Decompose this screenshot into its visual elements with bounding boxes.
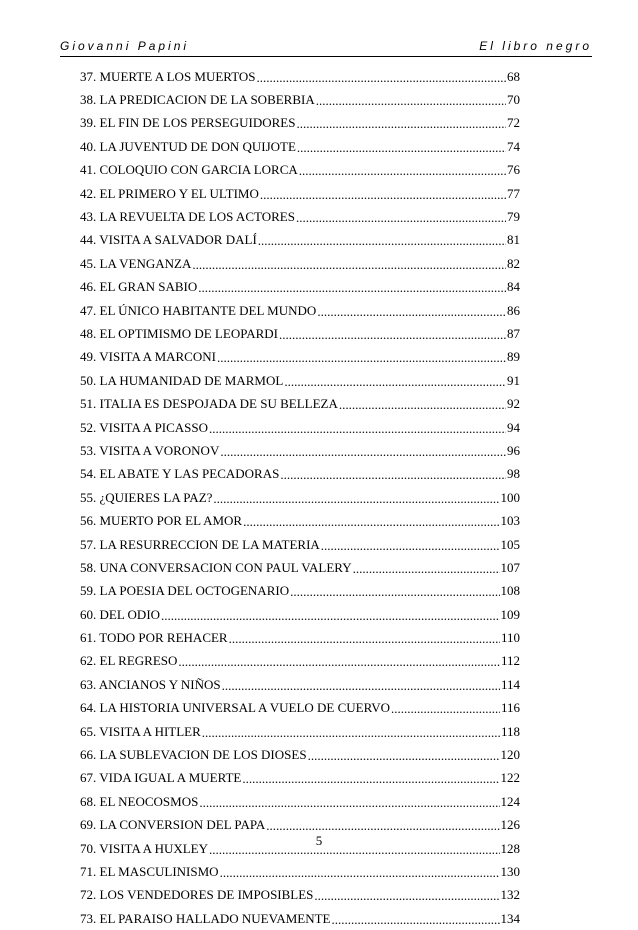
- toc-entry-page: 105: [500, 536, 520, 552]
- toc-entry: [80, 159, 520, 182]
- toc-entry-title: 45. LA VENGANZA: [80, 255, 192, 271]
- toc-entry: [80, 299, 520, 322]
- toc-entry: [80, 369, 520, 392]
- toc-entry-page: 134: [500, 910, 520, 926]
- toc-entry-title: 67. VIDA IGUAL A MUERTE: [80, 770, 242, 786]
- toc-entry: [80, 720, 520, 743]
- toc-dot-leader: [199, 795, 499, 809]
- toc-entry-page: 120: [500, 747, 520, 763]
- toc-dot-leader: [279, 327, 506, 341]
- toc-entry-title: 43. LA REVUELTA DE LOS ACTORES: [80, 209, 295, 225]
- toc-dot-leader: [316, 93, 506, 107]
- toc-dot-leader: [243, 514, 499, 528]
- toc-dot-leader: [391, 701, 500, 715]
- toc-entry-page: 128: [500, 840, 520, 856]
- toc-entry: [80, 907, 520, 930]
- toc-entry-page: 76: [507, 162, 520, 178]
- toc-dot-leader: [314, 888, 499, 902]
- toc-dot-leader: [290, 584, 499, 598]
- toc-dot-leader: [213, 491, 499, 505]
- toc-entry-page: 103: [500, 513, 520, 529]
- toc-dot-leader: [258, 233, 506, 247]
- toc-dot-leader: [284, 374, 506, 388]
- toc-entry: [80, 392, 520, 415]
- toc-entry-title: 54. EL ABATE Y LAS PECADORAS: [80, 466, 280, 482]
- toc-entry-title: 39. EL FIN DE LOS PERSEGUIDORES: [80, 115, 296, 131]
- toc-entry: [80, 88, 520, 111]
- toc-entry-page: 114: [500, 676, 520, 692]
- toc-entry-page: 91: [507, 372, 520, 388]
- toc-dot-leader: [242, 771, 499, 785]
- toc-entry-page: 82: [507, 255, 520, 271]
- toc-entry: [80, 439, 520, 462]
- toc-entry-title: 37. MUERTE A LOS MUERTOS: [80, 68, 256, 84]
- toc-dot-leader: [229, 631, 500, 645]
- toc-entry-page: 89: [507, 349, 520, 365]
- toc-entry-title: 65. VISITA A HITLER: [80, 723, 201, 739]
- toc-entry-title: 55. ¿QUIERES LA PAZ?: [80, 489, 213, 505]
- toc-entry-page: 126: [500, 817, 520, 833]
- toc-entry-title: 40. LA JUVENTUD DE DON QUIJOTE: [80, 138, 296, 154]
- toc-entry-title: 38. LA PREDICACION DE LA SOBERBIA: [80, 92, 315, 108]
- toc-dot-leader: [339, 397, 506, 411]
- toc-dot-leader: [332, 912, 500, 926]
- toc-entry-title: 44. VISITA A SALVADOR DALÍ: [80, 232, 257, 248]
- toc-entry: [80, 322, 520, 345]
- toc-entry-page: 79: [507, 209, 520, 225]
- toc-entry-page: 112: [500, 653, 520, 669]
- toc-entry-page: 108: [500, 583, 520, 599]
- toc-entry: [80, 556, 520, 579]
- toc-dot-leader: [220, 444, 506, 458]
- toc-entry: [80, 346, 520, 369]
- toc-entry-page: 96: [507, 442, 520, 458]
- toc-entry: [80, 205, 520, 228]
- toc-entry-page: 110: [500, 630, 520, 646]
- toc-entry-page: 84: [507, 279, 520, 295]
- header-book-title: El libro negro: [479, 39, 592, 53]
- toc-entry: [80, 743, 520, 766]
- toc-dot-leader: [321, 538, 500, 552]
- toc-entry-title: 50. LA HUMANIDAD DE MARMOL: [80, 372, 284, 388]
- toc-entry: [80, 673, 520, 696]
- toc-entry-page: 132: [500, 887, 520, 903]
- toc-entry: [80, 790, 520, 813]
- toc-dot-leader: [192, 257, 506, 271]
- toc-entry-page: 81: [507, 232, 520, 248]
- toc-entry-page: 86: [507, 302, 520, 318]
- toc-entry-page: 118: [500, 723, 520, 739]
- toc-entry: [80, 65, 520, 88]
- toc-entry: [80, 767, 520, 790]
- toc-dot-leader: [220, 865, 500, 879]
- table-of-contents: [80, 65, 520, 930]
- toc-entry-title: 41. COLOQUIO CON GARCIA LORCA: [80, 162, 298, 178]
- toc-entry-page: 130: [500, 863, 520, 879]
- toc-entry-title: 52. VISITA A PICASSO: [80, 419, 209, 435]
- toc-entry: [80, 276, 520, 299]
- toc-dot-leader: [222, 678, 500, 692]
- toc-entry-title: 72. LOS VENDEDORES DE IMPOSIBLES: [80, 887, 314, 903]
- page-number: 5: [315, 833, 323, 848]
- toc-entry-title: 66. LA SUBLEVACION DE LOS DIOSES: [80, 747, 307, 763]
- toc-entry-title: 64. LA HISTORIA UNIVERSAL A VUELO DE CUERVO: [80, 700, 391, 716]
- toc-entry-page: 74: [507, 138, 520, 154]
- toc-entry-page: 92: [507, 396, 520, 412]
- toc-dot-leader: [198, 280, 506, 294]
- toc-entry-page: 94: [507, 419, 520, 435]
- toc-entry-title: 60. DEL ODIO: [80, 606, 161, 622]
- toc-entry-page: 116: [500, 700, 520, 716]
- toc-dot-leader: [217, 350, 506, 364]
- toc-dot-leader: [297, 140, 506, 154]
- toc-dot-leader: [257, 70, 506, 84]
- toc-entry: [80, 486, 520, 509]
- toc-entry-title: 58. UNA CONVERSACION CON PAUL VALERY: [80, 559, 352, 575]
- toc-dot-leader: [296, 116, 506, 130]
- toc-entry: [80, 580, 520, 603]
- toc-entry-title: 63. ANCIANOS Y NIÑOS: [80, 676, 221, 692]
- toc-entry-title: 70. VISITA A HUXLEY: [80, 840, 209, 856]
- toc-entry-title: 47. EL ÚNICO HABITANTE DEL MUNDO: [80, 302, 317, 318]
- toc-dot-leader: [260, 187, 506, 201]
- toc-dot-leader: [209, 421, 506, 435]
- toc-entry-title: 49. VISITA A MARCONI: [80, 349, 216, 365]
- toc-entry-title: 71. EL MASCULINISMO: [80, 863, 219, 879]
- toc-dot-leader: [202, 725, 500, 739]
- toc-dot-leader: [178, 654, 500, 668]
- toc-entry-page: 98: [507, 466, 520, 482]
- toc-entry-page: 77: [507, 185, 520, 201]
- toc-entry: [80, 112, 520, 135]
- toc-entry: [80, 650, 520, 673]
- toc-entry-page: 68: [507, 68, 520, 84]
- toc-entry-page: 70: [507, 92, 520, 108]
- toc-entry-title: 69. LA CONVERSION DEL PAPA: [80, 817, 266, 833]
- toc-entry-title: 62. EL REGRESO: [80, 653, 178, 669]
- toc-entry-page: 100: [500, 489, 520, 505]
- toc-entry-title: 51. ITALIA ES DESPOJADA DE SU BELLEZA: [80, 396, 338, 412]
- toc-entry-title: 73. EL PARAISO HALLADO NUEVAMENTE: [80, 910, 331, 926]
- toc-entry-title: 61. TODO POR REHACER: [80, 630, 228, 646]
- toc-entry-title: 56. MUERTO POR EL AMOR: [80, 513, 243, 529]
- toc-entry-title: 68. EL NEOCOSMOS: [80, 793, 199, 809]
- toc-entry-title: 42. EL PRIMERO Y EL ULTIMO: [80, 185, 259, 201]
- toc-entry: [80, 533, 520, 556]
- toc-entry-title: 46. EL GRAN SABIO: [80, 279, 198, 295]
- running-header: [60, 38, 592, 57]
- toc-entry: [80, 626, 520, 649]
- toc-entry-title: 59. LA POESIA DEL OCTOGENARIO: [80, 583, 290, 599]
- toc-entry: [80, 697, 520, 720]
- toc-dot-leader: [299, 163, 506, 177]
- toc-entry: [80, 229, 520, 252]
- toc-dot-leader: [280, 467, 506, 481]
- toc-entry: [80, 182, 520, 205]
- toc-entry-page: 124: [500, 793, 520, 809]
- toc-entry: [80, 463, 520, 486]
- toc-dot-leader: [266, 818, 499, 832]
- toc-entry: [80, 416, 520, 439]
- toc-entry-title: 57. LA RESURRECCION DE LA MATERIA: [80, 536, 320, 552]
- toc-entry: [80, 603, 520, 626]
- toc-entry: [80, 509, 520, 532]
- header-author: Giovanni Papini: [60, 39, 190, 53]
- toc-dot-leader: [317, 304, 506, 318]
- toc-dot-leader: [296, 210, 506, 224]
- toc-entry-page: 109: [500, 606, 520, 622]
- toc-entry: [80, 860, 520, 883]
- toc-entry-page: 87: [507, 325, 520, 341]
- toc-entry-page: 72: [507, 115, 520, 131]
- toc-entry: [80, 135, 520, 158]
- toc-dot-leader: [308, 748, 500, 762]
- toc-entry: [80, 252, 520, 275]
- toc-entry: [80, 884, 520, 907]
- toc-entry-title: 53. VISITA A VORONOV: [80, 442, 220, 458]
- toc-dot-leader: [353, 561, 500, 575]
- toc-entry-page: 107: [500, 559, 520, 575]
- toc-entry-page: 122: [500, 770, 520, 786]
- toc-dot-leader: [161, 608, 499, 622]
- toc-entry-title: 48. EL OPTIMISMO DE LEOPARDI: [80, 325, 279, 341]
